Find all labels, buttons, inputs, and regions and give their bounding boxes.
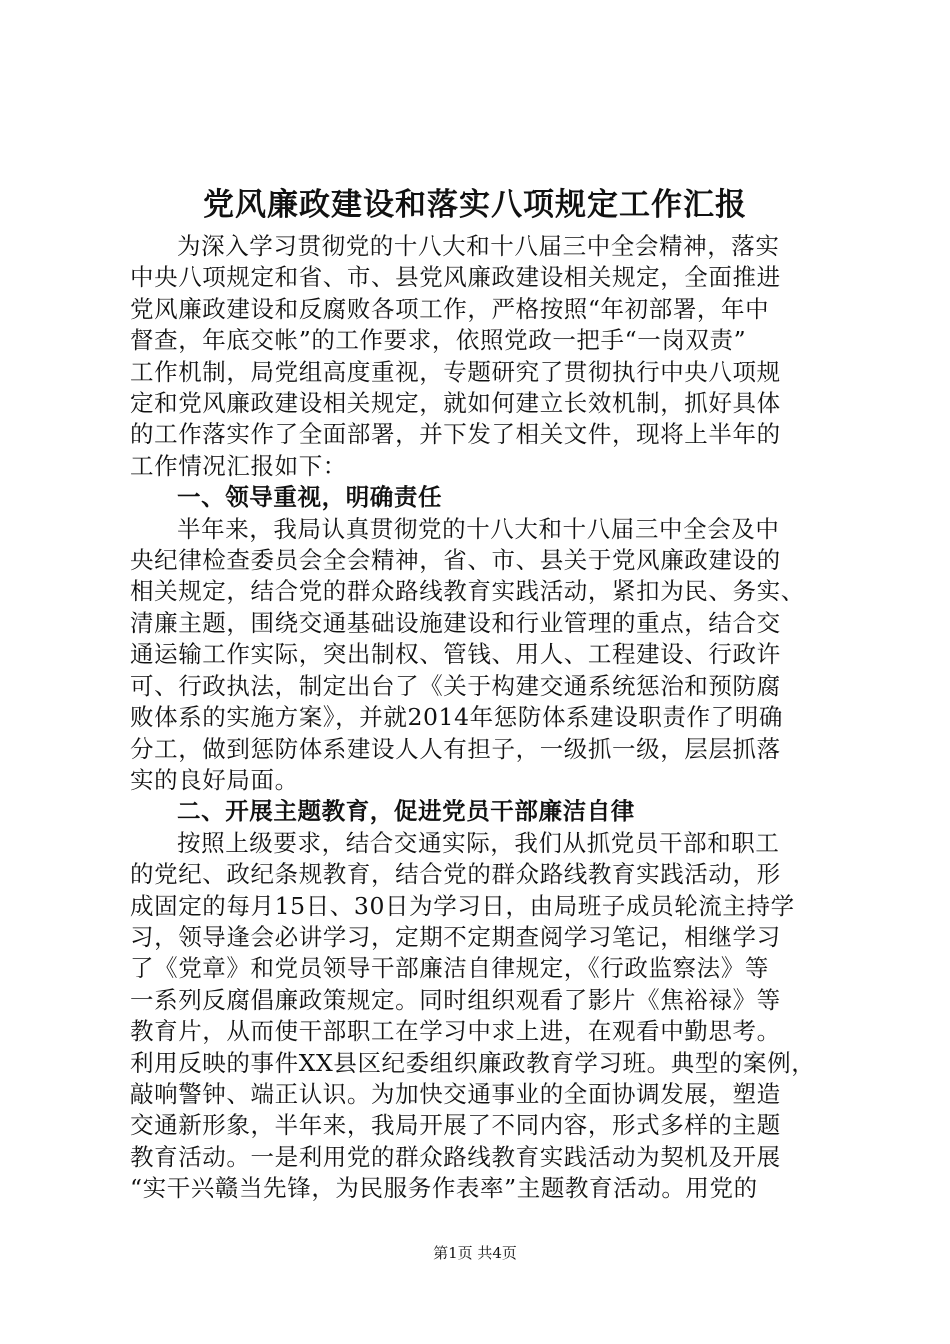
- paragraph-line: 败体系的实施方案》，并就2014年惩防体系建设职责作了明确: [130, 703, 783, 732]
- paragraph-line: “实干兴赣当先锋，为民服务作表率”主题教育活动。用党的: [130, 1174, 758, 1203]
- document-body: [130, 231, 830, 1205]
- paragraph-line: 教育片，从而使干部职工在学习中求上进，在观看中勤思考。: [130, 1017, 781, 1046]
- paragraph-line: 一系列反腐倡廉政策规定。同时组织观看了影片《焦裕禄》等: [130, 985, 781, 1014]
- paragraph-line: 分工，做到惩防体系建设人人有担子，一级抓一级，层层抓落: [130, 734, 781, 763]
- paragraph-line: 清廉主题，围绕交通基础设施建设和行业管理的重点，结合交: [130, 608, 781, 637]
- paragraph-line: 教育活动。一是利用党的群众路线教育实践活动为契机及开展: [130, 1142, 781, 1171]
- paragraph-line: 定和党风廉政建设相关规定，就如何建立长效机制，抓好具体: [130, 389, 781, 418]
- paragraph-line: 了《党章》和党员领导干部廉洁自律规定，《行政监察法》等: [130, 954, 769, 983]
- paragraph-line: 工作机制，局党组高度重视，专题研究了贯彻执行中央八项规: [130, 357, 781, 386]
- paragraph-line: 相关规定，结合党的群众路线教育实践活动，紧扣为民、务实、: [130, 577, 805, 606]
- page-number-footer: 第1页 共4页: [433, 1244, 517, 1262]
- paragraph-line: 的工作落实作了全面部署，并下发了相关文件，现将上半年的: [130, 420, 781, 449]
- paragraph-line: 督查，年底交帐”的工作要求，依照党政一把手“一岗双责”: [130, 326, 747, 355]
- paragraph-line: 可、行政执法，制定出台了《关于构建交通系统惩治和预防腐: [130, 671, 781, 700]
- paragraph-line: 利用反映的事件XX县区纪委组织廉政教育学习班。典型的案例，: [130, 1048, 816, 1077]
- section-heading: 一、领导重视，明确责任: [177, 483, 443, 512]
- paragraph-line: 敲响警钟、端正认识。为加快交通事业的全面协调发展，塑造: [130, 1079, 781, 1108]
- section-heading: 二、开展主题教育，促进党员干部廉洁自律: [177, 797, 635, 826]
- paragraph-line: 按照上级要求，结合交通实际，我们从抓党员干部和职工: [177, 828, 780, 857]
- paragraph-line: 的党纪、政纪条规教育，结合党的群众路线教育实践活动，形: [130, 860, 781, 889]
- paragraph-line: 为深入学习贯彻党的十八大和十八届三中全会精神，落实: [177, 232, 780, 260]
- paragraph-line: 通运输工作实际，突出制权、管钱、用人、工程建设、行政许: [130, 640, 781, 669]
- paragraph-line: 党风廉政建设和反腐败各项工作，严格按照“年初部署，年中: [130, 294, 770, 323]
- paragraph-line: 交通新形象，半年来，我局开展了不同内容，形式多样的主题: [130, 1111, 781, 1140]
- paragraph-line: 中央八项规定和省、市、县党风廉政建设相关规定，全面推进: [130, 263, 781, 292]
- paragraph-line: 实的良好局面。: [130, 765, 299, 794]
- paragraph-line: 成固定的每月15日、30日为学习日，由局班子成员轮流主持学: [130, 891, 795, 920]
- paragraph-line: 半年来，我局认真贯彻党的十八大和十八届三中全会及中: [177, 514, 780, 543]
- paragraph-line: 央纪律检查委员会全会精神，省、市、县关于党风廉政建设的: [130, 546, 781, 575]
- document-title: 党风廉政建设和落实八项规定工作汇报: [203, 187, 747, 223]
- paragraph-line: 习，领导逢会必讲学习，定期不定期查阅学习笔记，相继学习: [130, 922, 781, 951]
- paragraph-line: 工作情况汇报如下：: [130, 451, 347, 480]
